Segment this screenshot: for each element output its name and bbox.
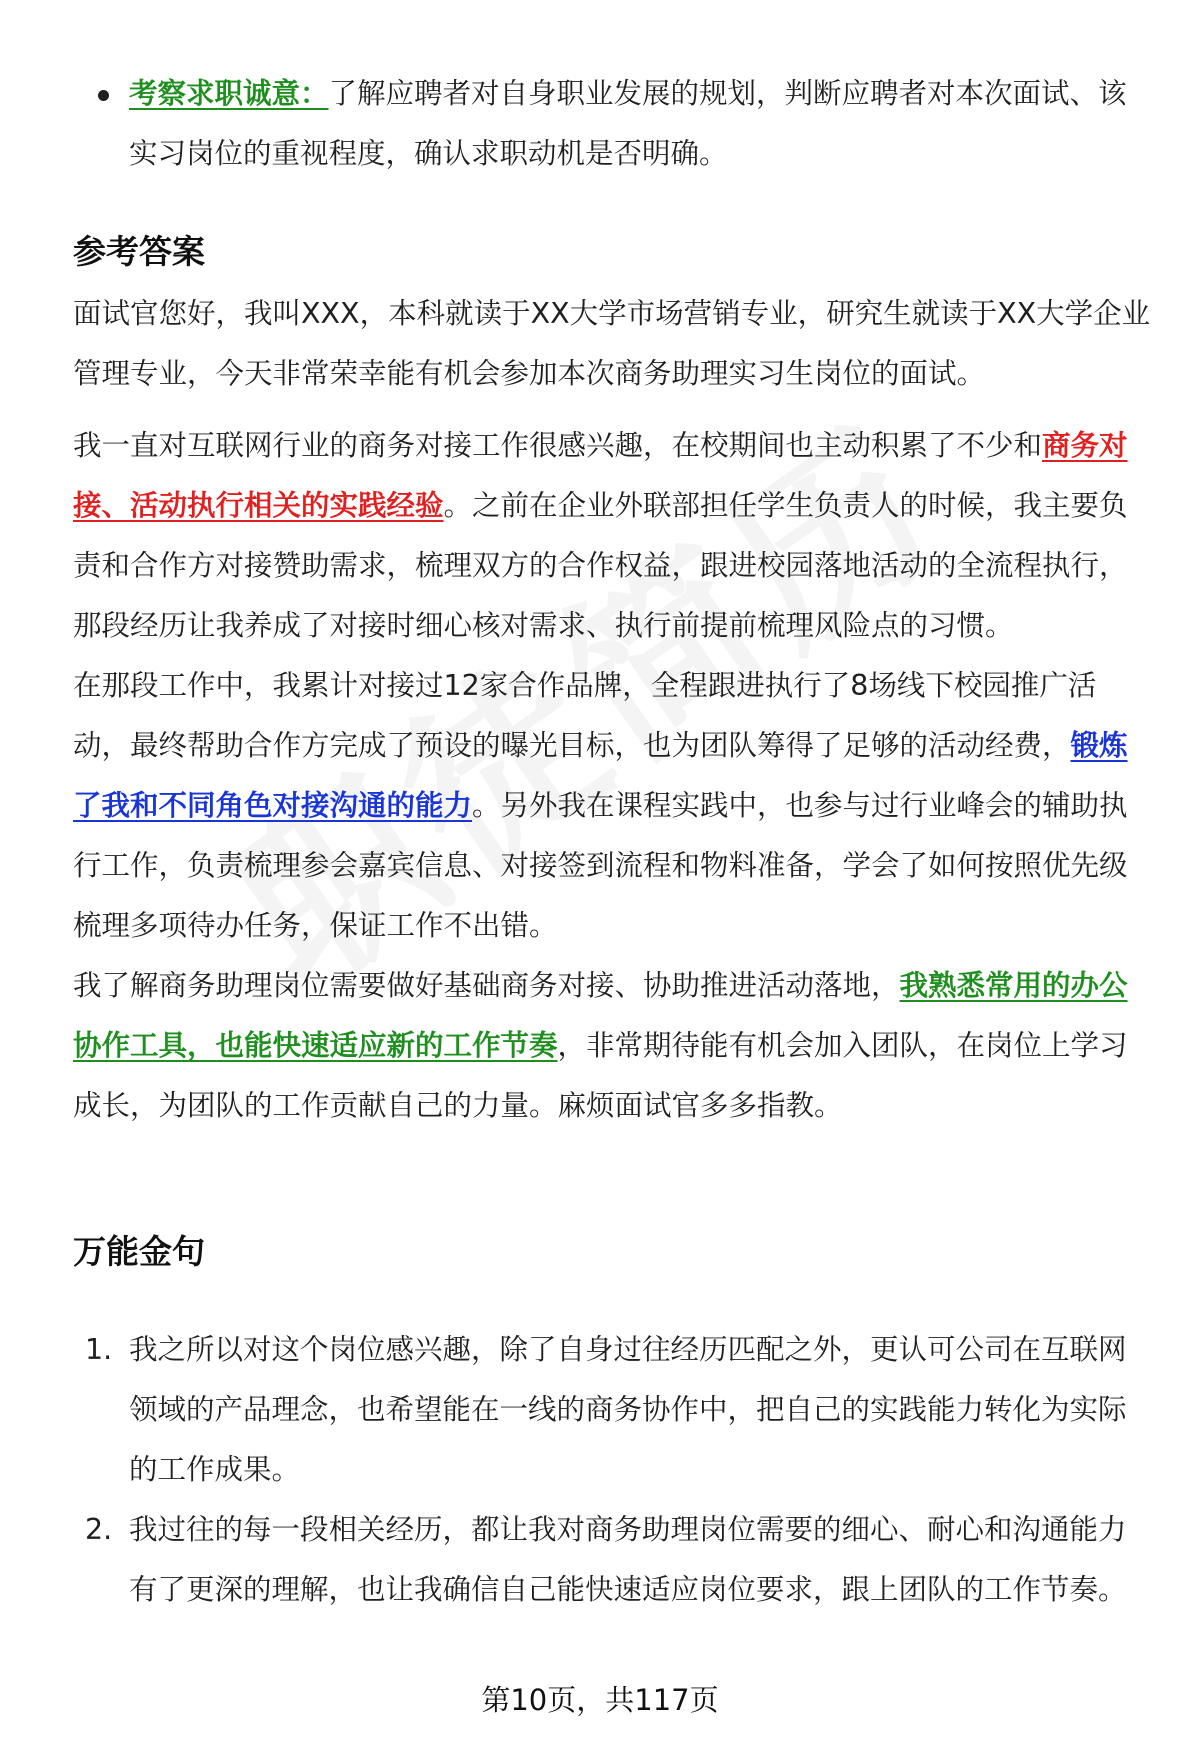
page-footer: 第10页，共117页 [481, 1683, 719, 1717]
bullet-body: 了解应聘者对自身职业发展的规划，判断应聘者对本次面试、该实习岗位的重视程度，确认求职动机是否明确。 [129, 77, 1127, 170]
list-number: 2. [85, 1513, 113, 1546]
list-item-text: 我之所以对这个岗位感兴趣，除了自身过往经历匹配之外，更认可公司在互联网领域的产品理念，也希望能在一线的商务协作中，把自己的实践能力转化为实际的工作成果。 [129, 1333, 1127, 1486]
bullet-item [73, 64, 1143, 184]
list-number: 1. [85, 1333, 113, 1366]
bullet-dot-icon [98, 90, 109, 101]
text-run: ，非常期待能有机会加入团队，在岗位上学习成长，为团队的工作贡献自己的力量。麻烦面试官多多指教。 [73, 1029, 1128, 1122]
text-run: 在那段工作中，我累计对接过12家合作品牌，全程跟进执行了8场线下校园推广活动，最终帮助合作方完成了预设的曝光目标，也为团队筹得了足够的活动经费， [73, 669, 1097, 762]
paragraph-text: 面试官您好，我叫XXX，本科就读于XX大学市场营销专业，研究生就读于XX大学企业管理专业，今天非常荣幸能有机会参加本次商务助理实习生岗位的面试。 [73, 297, 1151, 390]
answer-heading: 参考答案 [73, 232, 205, 271]
bullet-text [129, 64, 1143, 184]
text-run: 。另外我在课程实践中，也参与过行业峰会的辅助执行工作，负责梳理参会嘉宾信息、对接签到流程和物料准备，学会了如何按照优先级梳理多项待办任务，保证工作不出错。 [73, 789, 1128, 942]
bullet-label: 考察求职诚意： [129, 77, 329, 110]
text-run: 。之前在企业外联部担任学生负责人的时候，我主要负责和合作方对接赞助需求，梳理双方的合作权益，跟进校园落地活动的全流程执行，那段经历让我养成了对接时细心核对需求、执行前提前梳理风险点的习惯。 [73, 489, 1128, 642]
highlight-red: 商务对接、活动执行相关的实践经验 [73, 429, 1128, 522]
list-item [73, 1320, 1153, 1500]
highlight-blue: 锻炼了我和不同角色对接沟通的能力 [73, 729, 1128, 822]
paragraph-text [73, 416, 1153, 656]
highlight-green: 我熟悉常用的办公协作工具，也能快速适应新的工作节奏 [73, 969, 1128, 1062]
list-item [73, 1500, 1153, 1620]
answer-paragraph-2 [73, 416, 1153, 1136]
text-run: 我了解商务助理岗位需要做好基础商务对接、协助推进活动落地， [73, 969, 900, 1002]
phrases-list [73, 1320, 1153, 1620]
list-item-text: 我过往的每一段相关经历，都让我对商务助理岗位需要的细心、耐心和沟通能力有了更深的理解，也让我确信自己能快速适应岗位要求，跟上团队的工作节奏。 [129, 1513, 1127, 1606]
paragraph-text [73, 956, 1153, 1136]
text-run: 我一直对互联网行业的商务对接工作很感兴趣，在校期间也主动积累了不少和 [73, 429, 1043, 462]
phrases-heading: 万能金句 [73, 1232, 205, 1271]
answer-paragraph-1 [73, 284, 1153, 404]
paragraph-text [73, 656, 1153, 956]
